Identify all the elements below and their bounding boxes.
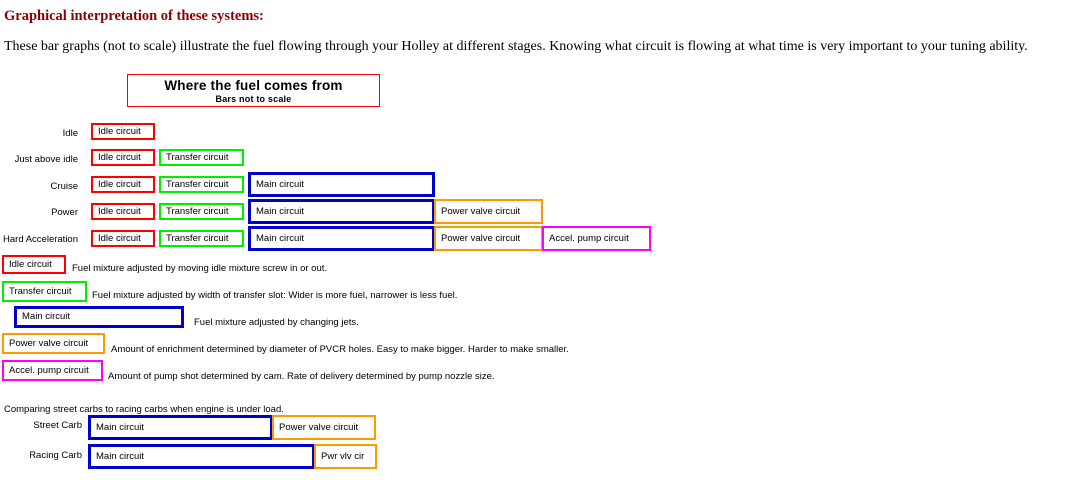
row-label-cruise: Cruise — [50, 181, 78, 192]
bar-main-circuit-row-cruise: Main circuit — [248, 172, 435, 197]
bar-transfer-circuit-row-power: Transfer circuit — [159, 203, 244, 220]
bar-transfer-circuit-row-cruise: Transfer circuit — [159, 176, 244, 193]
row-label-racing-carb: Racing Carb — [29, 450, 82, 461]
legend-chip-power-valve-circuit: Power valve circuit — [2, 333, 105, 354]
bar-transfer-circuit-row-hard-acceleration: Transfer circuit — [159, 230, 244, 247]
chart-subtitle: Bars not to scale — [215, 94, 292, 104]
page-heading: Graphical interpretation of these systems: — [4, 8, 264, 24]
bar-main-circuit-row-hard-acceleration: Main circuit — [248, 226, 435, 251]
legend-chip-accel-pump-circuit: Accel. pump circuit — [2, 360, 103, 381]
chart-title: Where the fuel comes from — [164, 78, 343, 93]
bar-idle-circuit-row-just-above-idle: Idle circuit — [91, 149, 155, 166]
bar-accel-pump-circuit-row-hard-acceleration: Accel. pump circuit — [542, 226, 651, 251]
legend-chip-idle-circuit: Idle circuit — [2, 255, 66, 274]
legend-chip-main-circuit: Main circuit — [14, 306, 184, 328]
bar-main-circuit-racing-carb: Main circuit — [88, 444, 315, 469]
legend-note-transfer-circuit: Fuel mixture adjusted by width of transfer slot: Wider is more fuel, narrower is less fuel. — [92, 290, 458, 301]
row-label-power: Power — [51, 207, 78, 218]
legend-note-accel-pump-circuit: Amount of pump shot determined by cam. Rate of delivery determined by pump nozzle size. — [108, 371, 495, 382]
bar-power-valve-circuit-row-hard-acceleration: Power valve circuit — [434, 226, 543, 251]
row-label-hard-acceleration: Hard Acceleration — [3, 234, 78, 245]
bar-power-valve-circuit-street-carb: Power valve circuit — [272, 415, 376, 440]
chart-title-box — [127, 74, 380, 107]
row-label-idle: Idle — [62, 128, 78, 139]
legend-note-main-circuit: Fuel mixture adjusted by changing jets. — [194, 317, 359, 328]
row-label-just-above-idle: Just above idle — [14, 154, 78, 165]
legend-note-idle-circuit: Fuel mixture adjusted by moving idle mixture screw in or out. — [72, 263, 328, 274]
bar-idle-circuit-row-idle: Idle circuit — [91, 123, 155, 140]
bar-main-circuit-street-carb: Main circuit — [88, 415, 273, 440]
bar-idle-circuit-row-power: Idle circuit — [91, 203, 155, 220]
bar-transfer-circuit-row-just-above-idle: Transfer circuit — [159, 149, 244, 166]
legend-note-power-valve-circuit: Amount of enrichment determined by diameter of PVCR holes. Easy to make bigger. Harder to make smaller. — [111, 344, 569, 355]
row-label-street-carb: Street Carb — [33, 420, 82, 431]
legend-chip-transfer-circuit: Transfer circuit — [2, 281, 87, 302]
bar-idle-circuit-row-hard-acceleration: Idle circuit — [91, 230, 155, 247]
comparison-caption: Comparing street carbs to racing carbs when engine is under load. — [4, 404, 284, 415]
bar-power-valve-circuit-row-power: Power valve circuit — [434, 199, 543, 224]
intro-paragraph: These bar graphs (not to scale) illustrate the fuel flowing through your Holley at different stages. Knowing what circuit is flowing at what time is very important to your tuning ability. — [4, 39, 1028, 54]
bar-main-circuit-row-power: Main circuit — [248, 199, 435, 224]
bar-idle-circuit-row-cruise: Idle circuit — [91, 176, 155, 193]
bar-power-valve-circuit-racing-carb: Pwr vlv cir — [314, 444, 377, 469]
